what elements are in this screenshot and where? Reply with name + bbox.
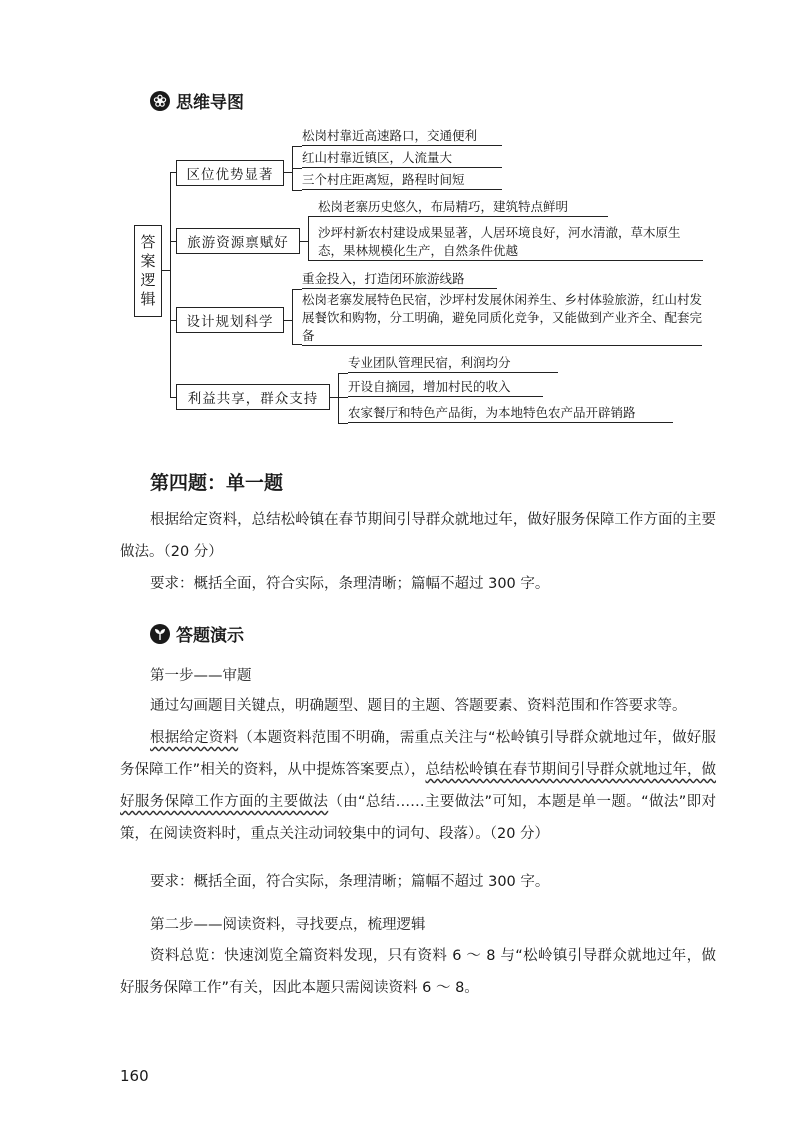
connector	[170, 172, 171, 398]
connector	[338, 423, 348, 424]
leaf-item: 重金投入，打造闭环旅游线路	[302, 270, 497, 289]
connector	[300, 241, 308, 242]
connector	[338, 397, 348, 398]
leaf-item: 松岗老寨历史悠久，布局精巧，建筑特点鲜明	[318, 198, 608, 217]
mindmap-root	[134, 225, 162, 317]
annotation-text: （由“总结……主要做法”可知，本题是单一题。“做法”即对策，在阅读资料时，重点关注动词较集中的词句、段落）。（20 分）	[120, 794, 716, 842]
connector	[292, 168, 302, 169]
category-box	[176, 160, 284, 186]
category-box	[176, 228, 300, 254]
category-label: 区位优势显著	[186, 167, 274, 183]
root-char: 答	[140, 233, 156, 251]
step1-analysis	[120, 722, 716, 850]
connector	[308, 216, 309, 260]
keyword-highlight: 根据给定资料	[150, 730, 239, 746]
root-char: 辑	[140, 290, 156, 308]
category-box	[176, 307, 284, 333]
connector	[284, 320, 292, 321]
connector	[284, 172, 292, 173]
mindmap-heading-text: 思维导图	[176, 93, 244, 113]
question-requirement: 要求：概括全面，符合实际，条理清晰；篇幅不超过 300 字。	[150, 576, 550, 592]
annotation-text: （本题资料范围不明确，需重点关注与“松岭镇引导群众就地过年，做好服务保障工作”相关的资料，从中提炼答案要点），	[120, 730, 716, 778]
connector	[308, 216, 318, 217]
connector	[338, 373, 348, 374]
category-box	[176, 384, 330, 410]
connector	[292, 289, 293, 344]
leaf-item: 三个村庄距离短，路程时间短	[302, 171, 502, 190]
step2-title: 第二步——阅读资料，寻找要点，梳理逻辑	[150, 917, 426, 933]
leaf-item: 开设自摘园，增加村民的收入	[348, 378, 543, 397]
step1-requirement: 要求：概括全面，符合实际，条理清晰；篇幅不超过 300 字。	[150, 874, 550, 890]
connector	[292, 190, 302, 191]
step2-paragraph: 资料总览：快速浏览全篇资料发现，只有资料 6 ～ 8 与“松岭镇引导群众就地过年，做好服务保障工作”有关，因此本题只需阅读资料 6 ～ 8。	[120, 948, 716, 996]
leaf-item: 红山村靠近镇区，人流量大	[302, 149, 502, 168]
keyword-highlight: 总结松岭镇在春节期间引导群众就地过年，做好服务保障工作方面的主要做法	[120, 762, 717, 810]
root-char: 案	[140, 252, 156, 270]
leaf-item: 农家餐厅和特色产品街，为本地特色农产品开辟销路	[348, 404, 673, 423]
mind-map	[0, 0, 800, 460]
question-prompt: 根据给定资料，总结松岭镇在春节期间引导群众就地过年，做好服务保障工作方面的主要做法。（20 分）	[120, 512, 716, 560]
leaf-item: 专业团队管理民宿，利润均分	[348, 354, 558, 373]
page-number: 160	[120, 1067, 149, 1085]
leaf-item: 沙坪村新农村建设成果显著，人居环境良好，河水清澈，草木原生态，果林规模化生产，自然条件优越	[318, 224, 703, 261]
connector	[330, 397, 338, 398]
connector	[162, 270, 170, 271]
demo-heading-text: 答题演示	[176, 626, 244, 646]
question-title: 第四题：单一题	[150, 472, 284, 494]
step1-paragraph: 通过勾画题目关键点，明确题型、题目的主题、答题要素、资料范围和作答要求等。	[150, 698, 687, 714]
demo-heading	[150, 621, 244, 646]
connector	[292, 344, 302, 345]
connector	[308, 260, 318, 261]
root-char: 逻	[140, 271, 156, 289]
sprout-icon	[150, 624, 170, 644]
leaf-item: 松岗老寨发展特色民宿，沙坪村发展休闲养生、乡村体验旅游，红山村发展餐饮和购物，分工明确，避免同质化竞争，又能做到产业齐全、配套完备	[302, 291, 702, 346]
category-label: 旅游资源禀赋好	[187, 235, 289, 251]
leaf-item: 松岗村靠近高速路口，交通便利	[302, 127, 502, 146]
connector	[292, 289, 302, 290]
connector	[292, 146, 302, 147]
category-label: 利益共享，群众支持	[187, 391, 319, 407]
step1-title: 第一步——审题	[150, 668, 252, 684]
category-label: 设计规划科学	[186, 314, 274, 330]
